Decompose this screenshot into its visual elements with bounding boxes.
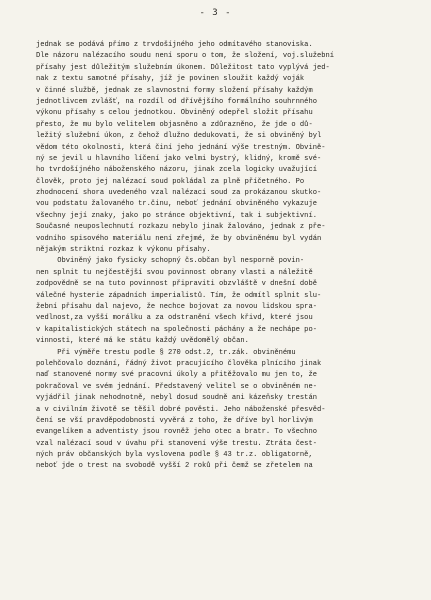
text-line: nějakým striktní rozkaz k výkonu přísahy. <box>36 246 211 255</box>
text-line: žební přísahu dal najevo, že nechce bojovat za novou lidskou spra- <box>36 302 317 311</box>
paragraph-1 <box>36 40 411 256</box>
text-line: jednotlivcem zvlášť, na rozdíl od dřívějšího formálního souhrnného <box>36 97 317 106</box>
text-line: naď stanovené normy své pracovní úkoly a přitěžovalo mu jen to, že <box>36 371 317 380</box>
text-line: zhodnocení shora uvedeného vzal nalézací soud za prokázanou skutko- <box>36 189 322 198</box>
page-number: - 3 - <box>199 8 232 18</box>
text-line: vou podstatu žalovaného tr.činu, neboť jednání obviněného vykazuje <box>36 200 317 209</box>
text-line: ho tvrdošíjného náboženského názoru, jinak zcela logicky uvažující <box>36 166 317 175</box>
text-line: Dle názoru nalézacího soudu není sporu o tom, že složení, voj.služební <box>36 52 334 61</box>
text-line: vzal nalézací soud v úvahu při stanovení výše trestu. Ztráta čest- <box>36 439 317 448</box>
text-line: ný se jevil u hlavního líčení jako velmi bystrý, klidný, kromě své- <box>36 154 322 163</box>
text-line: v činné službě, jednak ze slavnostní formy složení přísahy každým <box>36 86 313 95</box>
text-line: ných práv občanských byla vyslovena podle § 43 tr.z. obligatorně, <box>36 451 313 460</box>
text-line: všechny její znaky, jako po stránce objektivní, tak i subjektivní. <box>36 211 317 220</box>
text-line: vedlnost,za vyšší morálku a za odstranění všech křivd, které jsou <box>36 314 313 323</box>
text-line: vyjádřil jinak nehodnotně, nebyl dosud soudně ani kázeňsky trestán <box>36 394 317 403</box>
text-line: zodpovědně se na tuto povinnost připraviti obzvláště v dnešní době <box>36 280 317 289</box>
text-line: polehčovalo doznání, řádný život pracujícího člověka plnícího jinak <box>36 359 322 368</box>
text-line: přesto, že mu bylo velitelem objasněno a zdůrazněno, že jde o dů- <box>36 120 313 129</box>
text-line: Současné neuposlechnutí rozkazu nebylo jinak žalováno, jednak z pře- <box>36 223 326 232</box>
text-line: vědom této okolnosti, která činí jeho jednání výše trestným. Obvině- <box>36 143 326 152</box>
text-line: Při výměře trestu podle § 270 odst.2, tr.zák. obviněnému <box>36 348 296 357</box>
text-line: vinnosti, které má ke státu každý uvědomělý občan. <box>36 337 249 346</box>
text-line: a v civilním životě se těšil dobré pověsti. Jeho náboženské přesvěd- <box>36 405 326 414</box>
paragraph-2 <box>36 256 411 347</box>
text-line: nak z textu samotné přísahy, jíž je povinen sloužit každý voják <box>36 75 305 84</box>
text-line: Obviněný jako fysicky schopný čs.občan byl nesporně povin- <box>36 257 305 266</box>
text-line: jednak se podává přímo z trvdošíjného jeho odmítavého stanoviska. <box>36 41 313 49</box>
text-line: nen splnit tu nejčestější svou povinnost obrany vlasti a náležitě <box>36 268 313 277</box>
text-line: neboť jde o trest na svobodě vyšší 2 roků při čemž se zřetelem na <box>36 462 313 471</box>
paragraph-3 <box>36 348 411 473</box>
text-line: výkonu přísahy s celou jednotkou. Obviněný odepřel složit přísahu <box>36 109 313 118</box>
text-line: přísahy jest důležitým služebním úkonem. Důležitost tato vyplývá jed- <box>36 63 330 72</box>
text-line: válečné hysterie západních imperialistů. Tím, že odmítl splnit slu- <box>36 291 322 300</box>
text-line: v kapitalistických státech na společnosti páchány a že nechápe po- <box>36 325 317 334</box>
text-line: člověk, proto jej nalézací soud pokládal za plně příčetného. Po <box>36 177 305 186</box>
text-line: čení se vší pravděpodobností vyvěrá z toho, že dříve byl horlivým <box>36 416 313 425</box>
text-line: evangelíkem a adventisty jsou rovněž jeho otec a bratr. To všechno <box>36 428 317 437</box>
text-line: vodního spisového materiálu není zřejmé, že by obviněnému byl vydán <box>36 234 322 243</box>
text-line: ležitý služební úkon, z čehož dlužno dedukovati, že si obviněný byl <box>36 132 322 141</box>
text-line: pokračoval ve svém jednání. Představený velitel se o obviněném ne- <box>36 382 317 391</box>
